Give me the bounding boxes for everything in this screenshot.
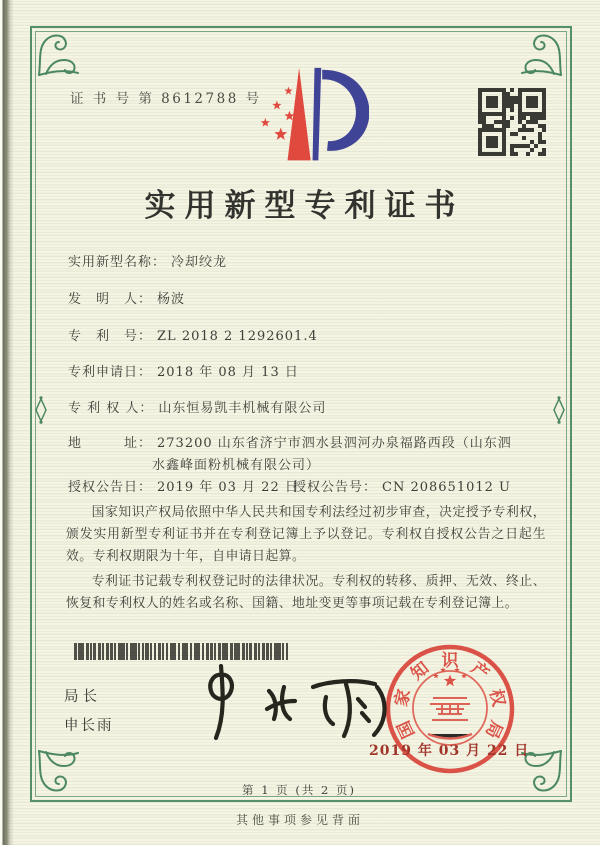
register-statement-paragraph: 专利证书记载专利权登记时的法律状况。专利权的转移、质押、无效、终止、恢复和专利权人的姓名或名称、国籍、地址变更等事项记载在专利登记簿上。 [66,574,546,611]
edge-ornament-left [33,396,49,424]
field-grant-row [68,476,554,495]
grant-statement-paragraph: 国家知识产权局依照中华人民共和国专利法经过初步审查，决定授予专利权，颁发实用新型专利证书并在专利登记簿上予以登记。专利权自授权公告之日起生效。专利权期限为十年，自申请日起算。 [66,505,546,564]
director-name: 申长雨 [64,718,114,734]
field-value: 冷却绞龙 [171,255,228,270]
field-value: CN 208651012 U [382,480,511,495]
field-address-line2: 水鑫峰面粉机械有限公司） [152,458,321,473]
field-value: 2018 年 08 月 13 日 [157,365,299,380]
svg-text:家: 家 [391,687,415,709]
field-patent-number [68,325,554,344]
certificate-number: 证 书 号 第 8612788 号 [70,91,262,107]
field-value: 273200 山东省济宁市泗水县泗河办泉福路西段（山东泗 [157,436,512,451]
field-label: 地 址： [68,436,153,451]
field-label: 专 利 权 人： [68,401,154,416]
field-address [68,432,554,451]
field-utility-model-name [68,251,554,270]
director-title: 局长 [64,689,101,705]
field-label: 发 明 人： [68,292,153,307]
field-value: ZL 2018 2 1292601.4 [157,329,318,344]
field-label: 专利申请日： [68,365,153,380]
field-value: 杨波 [157,292,186,307]
corner-flourish-top-left [36,32,82,78]
svg-text:识: 识 [441,651,459,671]
certificate-title: 实用新型专利证书 [144,188,465,224]
field-value: 2019 年 03 月 22 日 [157,480,299,495]
corner-flourish-top-right [518,32,564,78]
svg-text:权: 权 [485,687,509,709]
scan-edge-shadow [0,0,14,845]
director-signature [183,657,398,745]
field-label: 授权公告日： [68,480,153,495]
seal-date: 2019 年 03 月 22 日 [369,743,530,759]
svg-text:国: 国 [393,717,420,742]
back-side-note: 其他事项参见背面 [235,813,364,827]
qr-code [478,88,546,156]
svg-text:局: 局 [480,717,507,742]
svg-text:知: 知 [407,658,434,685]
field-filing-date [68,361,554,380]
field-grant-number [293,476,511,495]
field-patentee [68,397,554,416]
page-number: 第 1 页 (共 2 页) [242,783,356,797]
field-value: 山东恒易凯丰机械有限公司 [158,401,327,416]
cnipa-patent-logo-icon [233,64,369,170]
field-label: 专 利 号： [68,329,153,344]
legal-text-block [66,502,546,618]
field-label: 授权公告号： [293,480,378,495]
field-inventor [68,288,554,307]
svg-text:产: 产 [466,658,493,685]
field-label: 实用新型名称： [68,255,167,270]
seal-emblem-gate [428,698,472,739]
